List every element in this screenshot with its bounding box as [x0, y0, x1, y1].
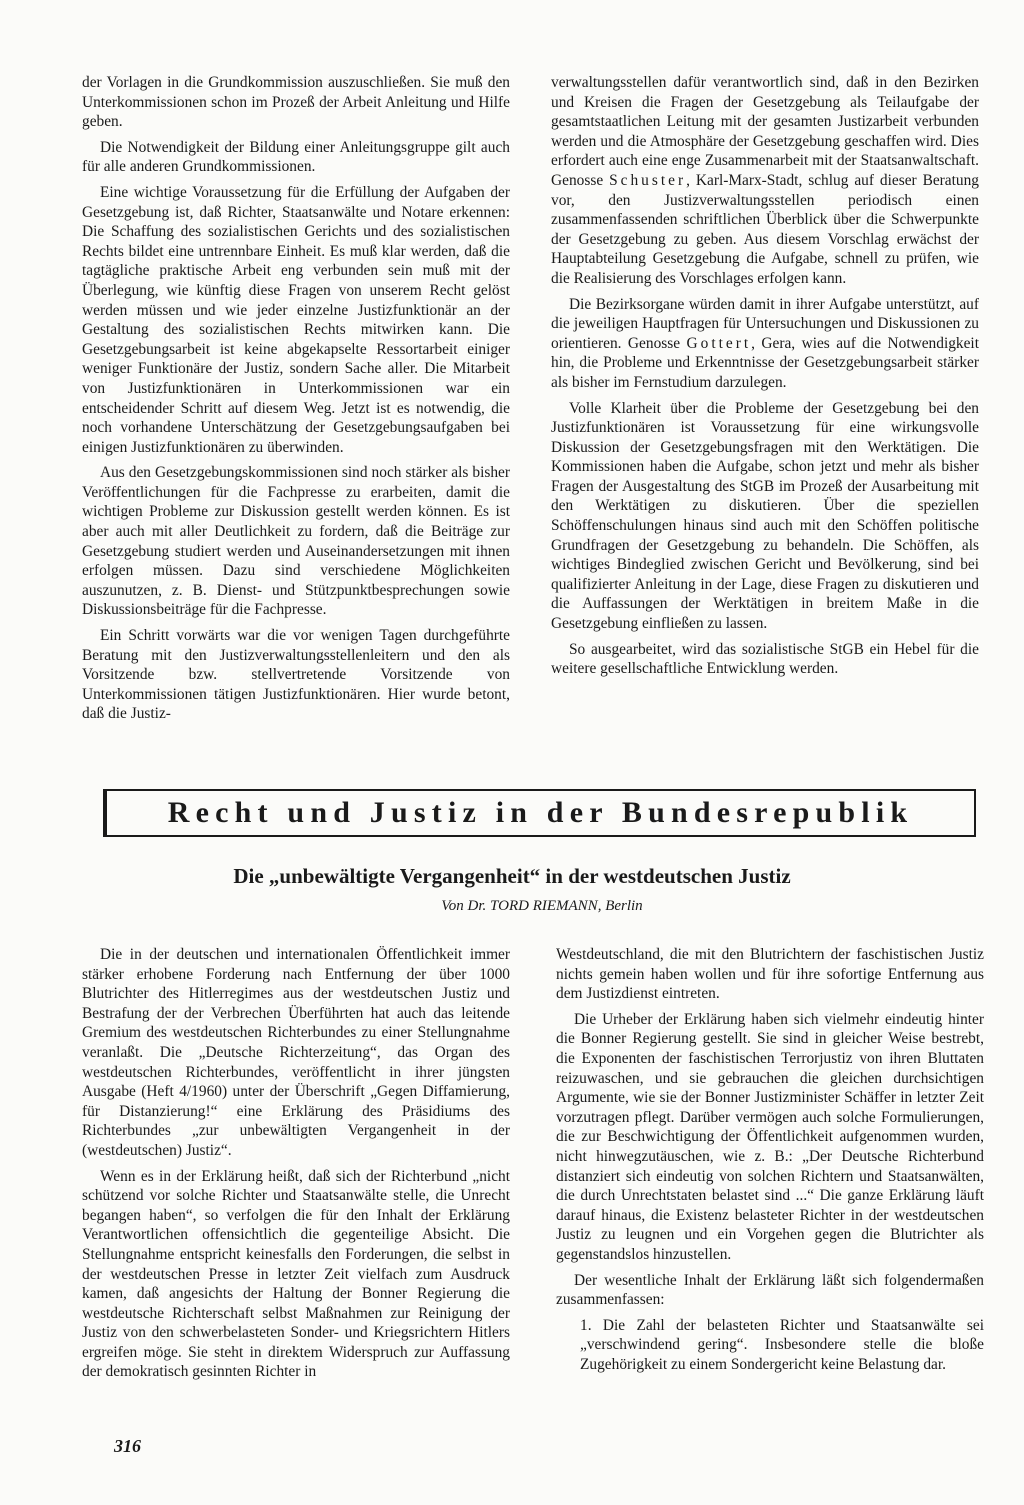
section-title: Recht und Justiz in der Bundesrepublik	[167, 796, 914, 829]
paragraph: Die Notwendigkeit der Bildung einer Anleitungsgruppe gilt auch für alle anderen Grundkommissionen.	[82, 138, 510, 176]
paragraph: Die Urheber der Erklärung haben sich vielmehr eindeutig hinter die Bonner Regierung gestellt. Sie sind in gleicher Weise bestrebt, die Exponenten der faschistischen Terrorjustiz von ihren Bluttaten reizuwaschen, und sie gebrauchen die gleichen durchsichtigen Argumente, wie sie der Bonner Justizminister Schäffer in letzter Zeit vorzutragen pflegt. Darüber vermögen auch solche Formulierungen, die zur Beschwichtigung der Öffentlichkeit aufgenommen wurden, nicht hinwegzutäuschen, wie z. B.: „Der Deutsche Richterbund distanziert sich eindeutig von solchen Richtern und Staatsanwälten, die durch Unrechtstaten belastet sind ...“ Die ganze Erklärung läuft darauf hinaus, die Existenz belasteter Richter in der westdeutschen Justiz zu leugnen und ein Vorgehen gegen die Blutrichter als gegenstandslos hinzustellen.	[556, 1010, 984, 1263]
paragraph: der Vorlagen in die Grundkommission auszuschließen. Sie muß den Unterkommissionen schon im Prozeß der Arbeit Anleitung und Hilfe geben.	[82, 74, 510, 131]
bottom-right-column	[556, 945, 984, 1380]
list-item: 1. Die Zahl der belasteten Richter und Staatsanwälte sei „verschwindend gering“. Insbesondere stelle die bloße Zugehörigkeit zu einem Sondergericht keine Belastung dar.	[580, 1316, 984, 1373]
spaced-name: Schuster	[609, 171, 687, 189]
text-run: , Karl-Marx-Stadt, schlug auf dieser Beratung vor, den Justizverwaltungsstellen periodisch einen zusammenfassenden schriftlichen Überblick über die Schwerpunkte der Gesetzgebung zu geben. Aus diesem Vorschlag erwächst der Hauptabteilung Gesetzgebung die Aufgabe, schnell zu prüfen, wie die Realisierung des Vorschlages erfolgen kann.	[551, 171, 979, 287]
top-right-column	[551, 73, 979, 685]
paragraph	[551, 73, 979, 289]
section-heading-box	[103, 789, 976, 837]
bottom-left-column	[82, 945, 510, 1388]
paragraph: Westdeutschland, die mit den Blutrichtern der faschistischen Justiz nichts gemein haben wollen und für ihre sofortige Entfernung aus dem Justizdienst eintreten.	[556, 946, 984, 1003]
paragraph: Aus den Gesetzgebungskommissionen sind noch stärker als bisher Veröffentlichungen für die Fachpresse zu erarbeiten, damit die wichtigen Probleme zur Diskussion gestellt werden können. Es ist aber auch mit aller Deutlichkeit zu fordern, daß die Beiträge zur Gesetzgebung studiert werden und Auseinandersetzungen mit ihnen erfolgen müssen. Dazu sind verschiedene Möglichkeiten auszunutzen, z. B. Dienst- und Stützpunktbesprechungen sowie Diskussionsbeiträge für die Fachpresse.	[82, 464, 510, 619]
page-number: 316	[114, 1436, 141, 1456]
paragraph	[551, 295, 979, 393]
text-run: , Gera, wies auf die Notwendigkeit hin, die Probleme und Erkenntnisse der Gesetzgebungsarbeit stärker als bisher im Fernstudium darzulegen.	[551, 334, 979, 391]
top-left-column	[82, 73, 510, 730]
byline: Von Dr. TORD RIEMANN, Berlin	[441, 898, 643, 914]
paragraph: Volle Klarheit über die Probleme der Gesetzgebung bei den Justizfunktionären ist Voraussetzung für eine wirkungsvolle Diskussion der Gesetzgebungsfragen mit den Werktätigen. Die Kommissionen haben die Aufgabe, schon jetzt und mehr als bisher Fragen der Ausgestaltung des StGB im Prozeß der Ausarbeitung mit den Werktätigen zu diskutieren. Über die speziellen Schöffenschulungen hinaus sind auch mit den Schöffen politische Grundfragen der Gesetzgebung zu behandeln. Die Schöffen, als wichtiges Bindeglied zwischen Gericht und Bevölkerung, sind bei qualifizierter Anleitung in der Lage, diese Fragen zu diskutieren und die Auffassungen der Werktätigen in breitem Maße in die Gesetzgebung einfließen zu lassen.	[551, 399, 979, 633]
spaced-name: Gottert	[686, 334, 752, 352]
text-run: Die Bezirksorgane würden damit in ihrer Aufgabe unterstützt, auf die jeweiligen Hauptfragen für Untersuchungen und Diskussionen zu orientieren. Genosse	[551, 295, 979, 352]
paragraph: Wenn es in der Erklärung heißt, daß sich der Richterbund „nicht schützend vor solche Richter und Staatsanwälte stelle, die Unrecht begangen haben“, so verfolgen die für den Inhalt der Erklärung Verantwortlichen offensichtlich die gegenteilige Absicht. Die Stellungnahme entspricht keinesfalls den Forderungen, die selbst in der westdeutschen Presse in letzter Zeit vielfach zum Ausdruck kamen, daß angesichts der Haltung der Bonner Regierung die westdeutsche Richterschaft selbst Maßnahmen zur Reinigung der Justiz von den schwerbelasteten Sonder- und Kriegsrichtern Hitlers ergreifen möge. Sie steht in direktem Widerspruch zur Auffassung der demokratisch gesinnten Richter in	[82, 1167, 510, 1381]
text-run: verwaltungsstellen dafür verantwortlich sind, daß in den Bezirken und Kreisen die Fragen der Gesetzgebung als Teilaufgabe der gesamtstaatlichen Leitung mit der gesamten Justizarbeit verbunden werden und die Atmosphäre der Gesetzgebung geschaffen wird. Dies erfordert auch eine enge Zusammenarbeit mit der Staatsanwaltschaft. Genosse	[551, 74, 979, 189]
article-title: Die „unbewältigte Vergangenheit“ in der westdeutschen Justiz	[233, 864, 791, 888]
paragraph: Der wesentliche Inhalt der Erklärung läßt sich folgendermaßen zusammenfassen:	[556, 1271, 984, 1309]
paragraph: Die in der deutschen und internationalen Öffentlichkeit immer stärker erhobene Forderung nach Entfernung der über 1000 Blutrichter des Hitlerregimes aus der westdeutschen Justiz und Bestrafung der der Verbrechen Überführten hat auch das leitende Gremium des westdeutschen Richterbundes zu einer Stellungnahme veranlaßt. Die „Deutsche Richterzeitung“, das Organ des westdeutschen Richterbundes, veröffentlicht in ihrer jüngsten Ausgabe (Heft 4/1960) unter der Überschrift „Gegen Diffamierung, für Distanzierung!“ eine Erklärung des Präsidiums des Richterbundes „zur unbewältigten Vergangenheit in der (westdeutschen) Justiz“.	[82, 946, 510, 1159]
paragraph: Ein Schritt vorwärts war die vor wenigen Tagen durchgeführte Beratung mit den Justizverwaltungsstellenleitern und den als Vorsitzende bzw. stellvertretende Vorsitzende von Unterkommissionen tätigen Justizfunktionären. Hier wurde betont, daß die Justiz-	[82, 627, 510, 723]
paragraph: Eine wichtige Voraussetzung für die Erfüllung der Aufgaben der Gesetzgebung ist, daß Richter, Staatsanwälte und Notare erkennen: Die Schaffung des sozialistischen Gerichts und des sozialistischen Rechts bildet eine untrennbare Einheit. Es muß klar werden, daß die tagtägliche praktische Arbeit eng verbunden sein muß mit der Überlegung, wie künftig diese Fragen von unserem Recht gelöst werden müssen und wie jeder einzelne Justizfunktionär an der Gestaltung des sozialistischen Rechts mitwirken kann. Die Gesetzgebungsarbeit ist keine abgekapselte Ressortarbeit einiger weniger Funktionäre der Justiz, sondern Sache aller. Die Mitarbeit von Justizfunktionären in Unterkommissionen war ein entscheidender Schritt auf diesem Weg. Jetzt ist es notwendig, die noch vorhandene Unterschätzung der Gesetzgebungsaufgaben bei einigen Justizfunktionären zu überwinden.	[82, 183, 510, 456]
paragraph: So ausgearbeitet, wird das sozialistische StGB ein Hebel für die weitere gesellschaftliche Entwicklung werden.	[551, 640, 979, 678]
